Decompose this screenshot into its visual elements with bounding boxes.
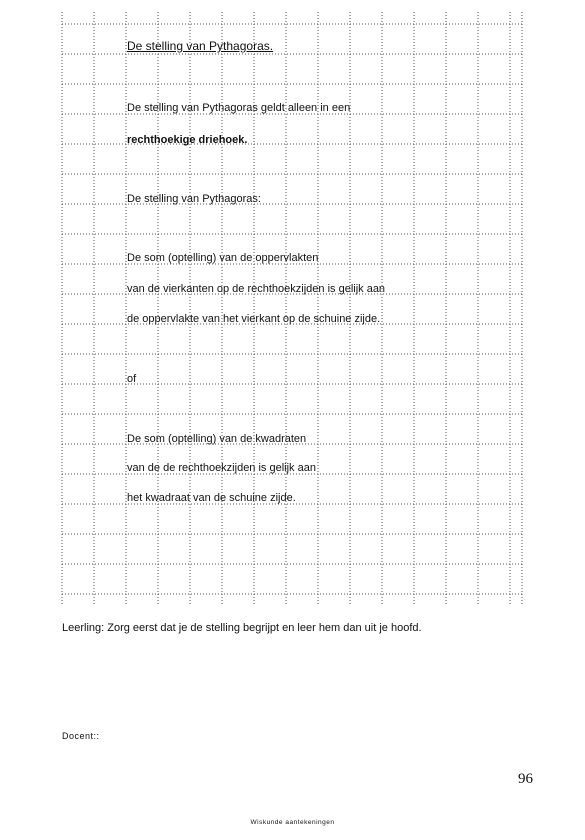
text-line-6: de oppervlakte van het vierkant op de schuine zijde. [127, 313, 381, 325]
text-line-2: rechthoekige driehoek. [127, 134, 248, 146]
footer-text: Wiskunde aantekeningen [250, 819, 335, 826]
page-title: De stelling van Pythagoras. [127, 39, 274, 53]
text-line-7: of [127, 373, 137, 385]
text-line-10: het kwadraat van de schuine zijde. [127, 492, 296, 504]
text-line-8: De som (optelling) van de kwadraten [127, 433, 307, 445]
text-line-1: De stelling van Pythagoras geldt alleen in een [127, 102, 351, 114]
text-line-3: De stelling van Pythagoras: [127, 193, 261, 205]
text-line-4: De som (optelling) van de oppervlakten [127, 252, 319, 264]
student-note: Leerling: Zorg eerst dat je de stelling begrijpt en leer hem dan uit je hoofd. [62, 622, 422, 634]
text-line-9: van de de rechthoekzijden is gelijk aan [127, 462, 316, 474]
page-number: 96 [518, 771, 533, 787]
teacher-label: Docent:: [62, 731, 100, 741]
text-line-5: van de vierkanten op de rechthoekzijden is gelijk aan [127, 283, 386, 295]
